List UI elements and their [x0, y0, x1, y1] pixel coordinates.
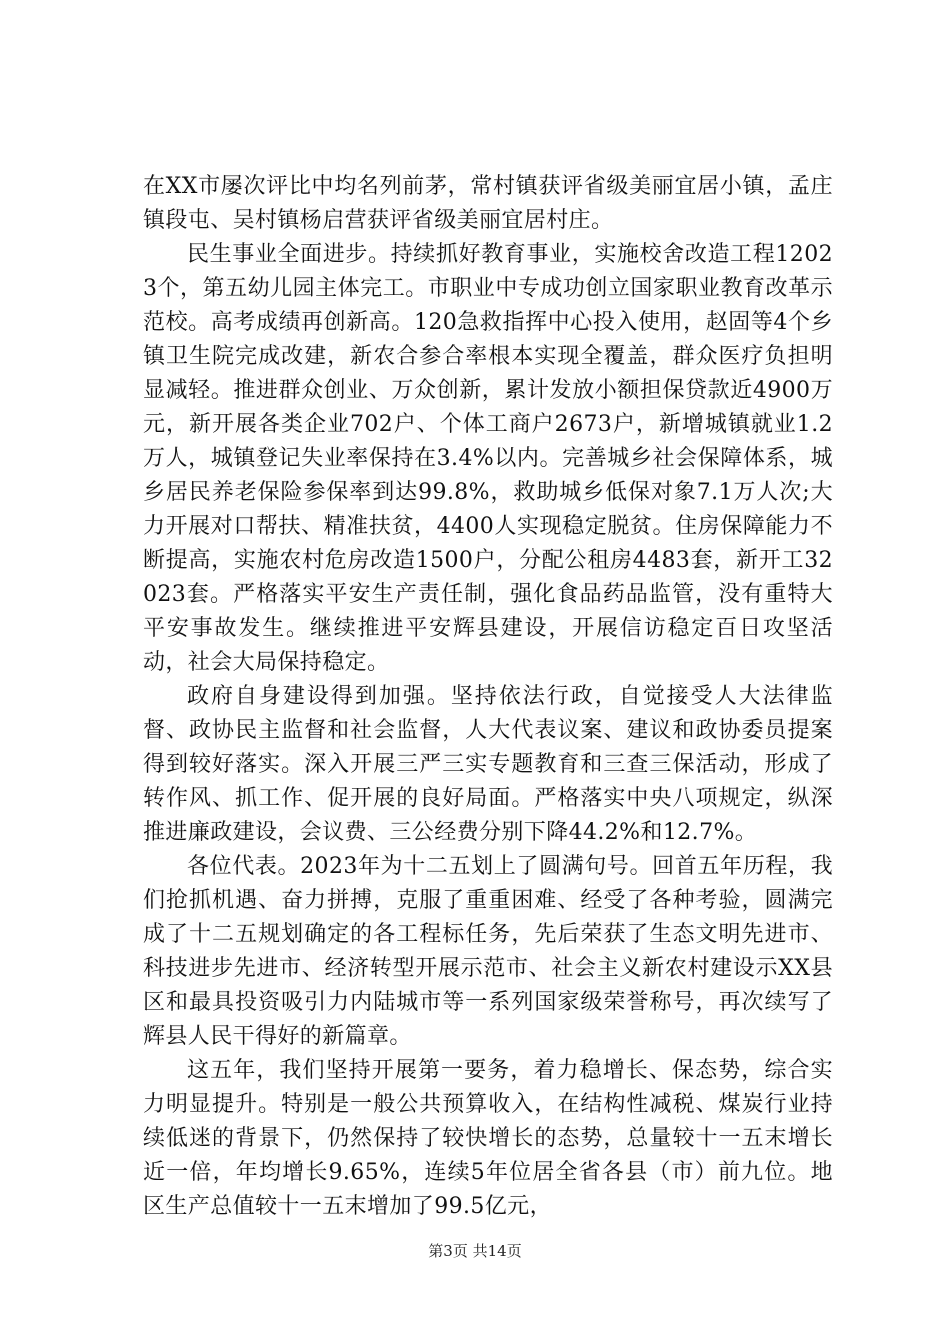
- document-body: [143, 170, 833, 1224]
- paragraph-2: 民生事业全面进步。持续抓好教育事业，实施校舍改造工程12023个，第五幼儿园主体完工。市职业中专成功创立国家职业教育改革示范校。高考成绩再创新高。120急救指挥中心投入使用，赵固等4个乡镇卫生院完成改建，新农合参合率根本实现全覆盖，群众医疗负担明显减轻。推进群众创业、万众创新，累计发放小额担保贷款近4900万元，新开展各类企业702户、个体工商户2673户，新增城镇就业1.2万人，城镇登记失业率保持在3.4%以内。完善城乡社会保障体系，城乡居民养老保险参保率到达99.8%，救助城乡低保对象7.1万人次;大力开展对口帮扶、精准扶贫，4400人实现稳定脱贫。住房保障能力不断提高，实施农村危房改造1500户，分配公租房4483套，新开工32023套。严格落实平安生产责任制，强化食品药品监管，没有重特大平安事故发生。继续推进平安辉县建设，开展信访稳定百日攻坚活动，社会大局保持稳定。: [143, 242, 833, 675]
- paragraph-5: 这五年，我们坚持开展第一要务，着力稳增长、保态势，综合实力明显提升。特别是一般公共预算收入，在结构性减税、煤炭行业持续低迷的背景下，仍然保持了较快增长的态势，总量较十一五末增长近一倍，年均增长9.65%，连续5年位居全省各县（市）前九位。地区生产总值较十一五末增加了99.5亿元，: [143, 1058, 833, 1219]
- page-number-footer: 第3页 共14页: [428, 1242, 522, 1260]
- paragraph-4: 各位代表。2023年为十二五划上了圆满句号。回首五年历程，我们抢抓机遇、奋力拼搏，克服了重重困难、经受了各种考验，圆满完成了十二五规划确定的各工程标任务，先后荣获了生态文明先进市、科技进步先进市、经济转型开展示范市、社会主义新农村建设示XX县区和最具投资吸引力内陆城市等一系列国家级荣誉称号，再次续写了辉县人民干得好的新篇章。: [143, 854, 833, 1049]
- paragraph-1: 在XX市屡次评比中均名列前茅，常村镇获评省级美丽宜居小镇，孟庄镇段屯、吴村镇杨启营获评省级美丽宜居村庄。: [143, 174, 833, 233]
- paragraph-3: 政府自身建设得到加强。坚持依法行政，自觉接受人大法律监督、政协民主监督和社会监督，人大代表议案、建议和政协委员提案得到较好落实。深入开展三严三实专题教育和三查三保活动，形成了转作风、抓工作、促开展的良好局面。严格落实中央八项规定，纵深推进廉政建设，会议费、三公经费分别下降44.2%和12.7%。: [143, 684, 833, 845]
